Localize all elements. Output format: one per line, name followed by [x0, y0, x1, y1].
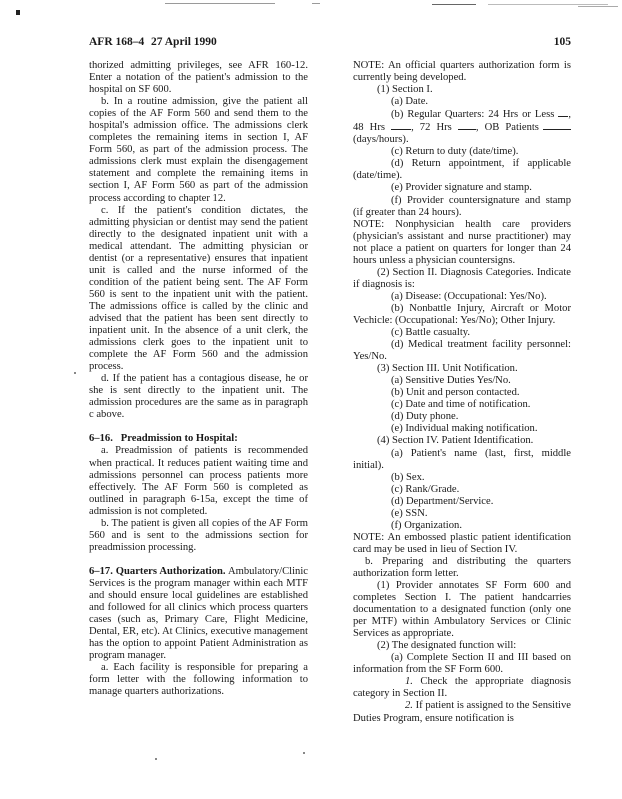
left-column [89, 60, 308, 698]
section-iii-title: (3) Section III. Unit Notification. [377, 363, 518, 375]
page-number: 105 [553, 36, 571, 48]
blank-ob-patients [543, 121, 571, 130]
scan-artifact-mark [16, 10, 20, 15]
paragraph-b-routine-admission: b. In a routine admission, give the patient all copies of the AF Form 560 and send them to the hospital's admission office. The admissions clerk completes the remaining items in section I, AF Form 560, as part of the admission process. The admissions clerk must explain the disengagement statement and complete the remaining items in section I, AF Form 560 as part of the admission process according to chapter 12. [89, 96, 308, 204]
note-nonphysician: NOTE: Nonphysician health care providers (physician's assistant and nurse practitioner) may not place a patient on quarters for longer than 24 hours unless a physician countersigns. [353, 218, 571, 266]
scan-speck [74, 372, 76, 374]
section-i-d: (d) Return appointment, if applicable (date/time). [353, 158, 571, 182]
page-header [89, 36, 571, 50]
section-iv-c: (c) Rank/Grade. [391, 483, 460, 495]
document-id: AFR 168–4 [89, 36, 145, 48]
scan-artifact-line [432, 4, 476, 5]
section-iii-d: (d) Duty phone. [391, 411, 459, 423]
item-text: Check the appropriate diagnosis category in Section II. [353, 676, 571, 700]
section-body: Ambulatory/Clinic Services is the program manager within each MTF and should ensure local guidelines are established and followed for all clinics which process quarters cases (such as, Primary Care, Flight Medicine, Dental, ER, etc). At Clinics, executive management has the option to appoint Patient Administration as program manager. [89, 565, 308, 662]
note-embossed-card: NOTE: An embossed plastic patient identification card may be used in lieu of Section IV. [353, 531, 571, 555]
right-column [353, 60, 571, 725]
section-title: Quarters Authorization. [115, 565, 226, 577]
section-title: Preadmission to Hospital: [120, 433, 238, 445]
section-i-title: (1) Section I. [377, 84, 433, 96]
section-6-16-a: a. Preadmission of patients is recommended when practical. It reduces patient waiting time and admissions personnel can process patients more effectively. The AF Form 560 is completed as outlined in paragraph 6-15a, except the time of admission is not completed. [89, 445, 308, 517]
section-6-17-a: a. Each facility is responsible for preparing a form letter with the following information to manage quarters authorizations. [89, 662, 308, 698]
section-ii-d: (d) Medical treatment facility personnel: Yes/No. [353, 339, 571, 363]
scan-artifact-line [312, 3, 320, 4]
section-iv-b: (b) Sex. [391, 471, 425, 483]
blank-48hrs [391, 121, 411, 130]
item-number: 2. [405, 700, 413, 712]
section-iv-title: (4) Section IV. Patient Identification. [377, 435, 534, 447]
section-iii-b: (b) Unit and person contacted. [391, 387, 520, 399]
blank-72hrs [458, 121, 476, 130]
ob-patients-label: OB Patients [484, 122, 539, 134]
section-iv-f: (f) Organization. [391, 519, 462, 531]
paragraph-continued: thorized admitting privileges, see AFR 160-12. Enter a notation of the patient's admission to the hospital on SF 600. [89, 60, 308, 96]
section-ii-a: (a) Disease: (Occupational: Yes/No). [391, 290, 547, 302]
48hrs-label: 48 Hrs [353, 122, 385, 134]
section-iv-d: (d) Department/Service. [391, 495, 494, 507]
section-i-b: (b) Regular Quarters: 24 Hrs or Less , 48 Hrs , 72 Hrs , OB Patients (days/hours). [353, 109, 571, 146]
section-i-a: (a) Date. [391, 96, 429, 108]
scan-artifact-line [165, 3, 275, 4]
section-i-e: (e) Provider signature and stamp. [391, 182, 532, 194]
paragraph-b-2-a-2 [353, 700, 571, 724]
section-iv-e: (e) SSN. [391, 507, 428, 519]
item-text: If patient is assigned to the Sensitive Duties Program, ensure notification is [353, 700, 571, 724]
blank-24hrs [558, 108, 568, 117]
section-iii-a: (a) Sensitive Duties Yes/No. [391, 375, 511, 387]
section-iv-a: (a) Patient's name (last, first, middle initial). [353, 447, 571, 471]
section-number: 6–16. [89, 433, 113, 445]
scan-speck [155, 758, 157, 760]
72hrs-label: 72 Hrs [419, 122, 452, 134]
section-i-f: (f) Provider countersignature and stamp (if greater than 24 hours). [353, 194, 571, 218]
scan-artifact-line [578, 6, 618, 7]
document-date: 27 April 1990 [151, 36, 217, 48]
section-number: 6–17. [89, 565, 113, 577]
paragraph-b-2-a-1 [353, 676, 571, 700]
paragraph-b-2-a: (a) Complete Section II and III based on information from the SF Form 600. [353, 652, 571, 676]
days-hours-label: (days/hours). [353, 134, 409, 146]
scan-speck [303, 752, 305, 754]
regular-quarters-label: (b) Regular Quarters: 24 Hrs or Less [391, 109, 555, 121]
section-ii-title: (2) Section II. Diagnosis Categories. Indicate if diagnosis is: [353, 266, 571, 290]
paragraph-d-contagious: d. If the patient has a contagious disease, he or she is sent directly to the inpatient unit. The admission procedures are the same as in paragraph c above. [89, 373, 308, 421]
section-ii-b: (b) Nonbattle Injury, Aircraft or Motor Vechicle: (Occupational: Yes/No); Other Injury. [353, 302, 571, 326]
paragraph-b-2: (2) The designated function will: [377, 640, 517, 652]
section-iii-e: (e) Individual making notification. [391, 423, 538, 435]
paragraph-b-1: (1) Provider annotates SF Form 600 and completes Section I. The patient handcarries documentation to a designated function (only one per MTF) within Ambulatory Services or Clinic Services as appropriate. [353, 580, 571, 640]
scan-artifact-line [488, 4, 608, 5]
section-i-c: (c) Return to duty (date/time). [391, 146, 519, 158]
section-ii-c: (c) Battle casualty. [391, 327, 471, 339]
paragraph-c-direct-admission: c. If the patient's condition dictates, the admitting physician or dentist may send the patient directly to the designated inpatient unit with a medical attendant. The admitting physician or dentist (or a representative) ensures that inpatient unit is called and the nurse informed of the condition of the patient being sent. The AF Form 560 is sent to the inpatient unit with the patient. The admissions office is called by the clinic and advised that the patient has been sent directly to inpatient unit. In the absence of a unit clerk, the admissions clerk goes to the inpatient unit to complete the AF Form 560 and the admission process. [89, 204, 308, 373]
paragraph-b-preparing: b. Preparing and distributing the quarters authorization form letter. [353, 555, 571, 579]
section-6-17-intro [89, 566, 308, 662]
note-official-form: NOTE: An official quarters authorization form is currently being developed. [353, 60, 571, 84]
item-number: 1. [405, 676, 413, 688]
section-6-16-b: b. The patient is given all copies of the AF Form 560 and is sent to the admissions section for preadmission processing. [89, 517, 308, 553]
section-6-16-heading [89, 433, 308, 445]
section-iii-c: (c) Date and time of notification. [391, 399, 531, 411]
